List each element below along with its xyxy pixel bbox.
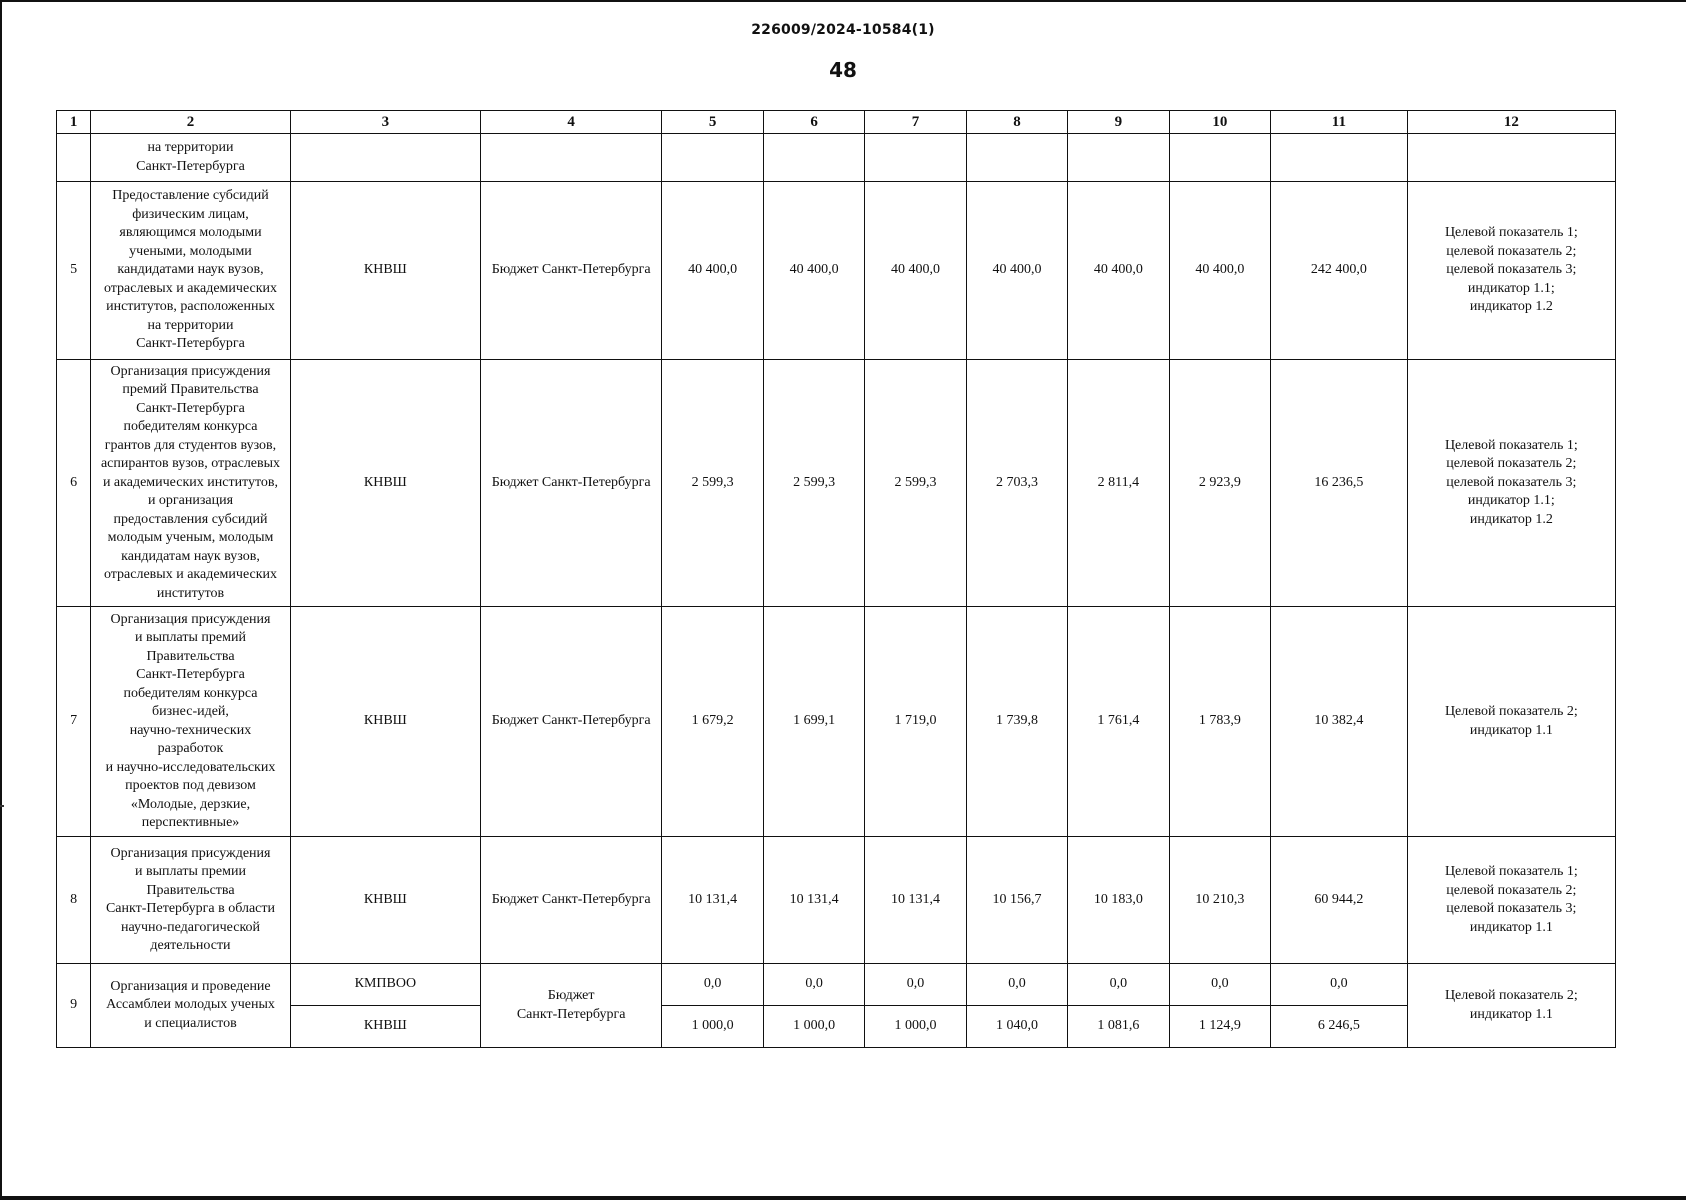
amount-col-6: 10 131,4	[763, 837, 864, 964]
amount-col-7: 2 599,3	[865, 360, 966, 607]
row-number	[57, 134, 91, 182]
amount-col-11	[1271, 134, 1408, 182]
column-header-12: 12	[1407, 111, 1615, 134]
table-row	[57, 607, 1616, 837]
executor: КНВШ	[290, 1006, 480, 1048]
page-frame-bottom	[0, 1196, 1686, 1200]
indicators: Целевой показатель 2; индикатор 1.1	[1407, 607, 1615, 837]
table-row	[57, 964, 1616, 1006]
table-row	[57, 360, 1616, 607]
activity-name: Организация присуждения премий Правительства Санкт-Петербурга победителям конкурса грантов для студентов вузов, аспирантов вузов, отраслевых и академических институтов, и организация предоставления субсидий молодым ученым, молодым кандидатам наук вузов, отраслевых и академических институтов	[91, 360, 291, 607]
table-row	[57, 837, 1616, 964]
amount-col-6	[763, 134, 864, 182]
amount-col-11: 60 944,2	[1271, 837, 1408, 964]
amount-col-8: 10 156,7	[966, 837, 1067, 964]
amount-col-7	[865, 134, 966, 182]
indicators	[1407, 134, 1615, 182]
amount-col-7: 40 400,0	[865, 182, 966, 360]
table-header-row	[57, 111, 1616, 134]
activity-name: Организация присуждения и выплаты премий Правительства Санкт-Петербурга победителям конкурса бизнес-идей, научно-технических разработок и научно-исследовательских проектов под девизом «Молодые, дерзкие, перспективные»	[91, 607, 291, 837]
amount-col-9: 40 400,0	[1068, 182, 1169, 360]
column-header-8: 8	[966, 111, 1067, 134]
column-header-11: 11	[1271, 111, 1408, 134]
table-row	[57, 134, 1616, 182]
document-number: 226009/2024-10584(1)	[751, 22, 935, 38]
amount-col-7: 10 131,4	[865, 837, 966, 964]
row-number: 9	[57, 964, 91, 1048]
page-number: 48	[829, 58, 857, 82]
page-frame-left	[0, 0, 2, 1200]
executor: КНВШ	[290, 607, 480, 837]
indicators: Целевой показатель 1; целевой показатель 2; целевой показатель 3; индикатор 1.1; индикатор 1.2	[1407, 182, 1615, 360]
row-number: 5	[57, 182, 91, 360]
executor: КНВШ	[290, 837, 480, 964]
amount-col-5: 0,0	[662, 964, 763, 1006]
amount-col-6: 2 599,3	[763, 360, 864, 607]
indicators: Целевой показатель 1; целевой показатель 2; целевой показатель 3; индикатор 1.1; индикатор 1.2	[1407, 360, 1615, 607]
row-number: 8	[57, 837, 91, 964]
column-header-2: 2	[91, 111, 291, 134]
executor: КНВШ	[290, 360, 480, 607]
executor: КНВШ	[290, 182, 480, 360]
column-header-6: 6	[763, 111, 864, 134]
amount-col-11: 242 400,0	[1271, 182, 1408, 360]
funding-source: Бюджет Санкт-Петербурга	[480, 360, 662, 607]
funding-source	[480, 134, 662, 182]
column-header-7: 7	[865, 111, 966, 134]
column-header-4: 4	[480, 111, 662, 134]
amount-col-7: 1 719,0	[865, 607, 966, 837]
funding-source: Бюджет Санкт-Петербурга	[480, 837, 662, 964]
table-row	[57, 182, 1616, 360]
table-body	[57, 134, 1616, 1048]
amount-col-6: 1 699,1	[763, 607, 864, 837]
amount-col-5: 40 400,0	[662, 182, 763, 360]
executor: КМПВОО	[290, 964, 480, 1006]
activity-name: Организация и проведение Ассамблеи молодых ученых и специалистов	[91, 964, 291, 1048]
amount-col-10: 40 400,0	[1169, 182, 1270, 360]
column-header-9: 9	[1068, 111, 1169, 134]
amount-col-9: 1 761,4	[1068, 607, 1169, 837]
amount-col-11: 0,0	[1271, 964, 1408, 1006]
column-header-3: 3	[290, 111, 480, 134]
amount-col-8	[966, 134, 1067, 182]
amount-col-10: 2 923,9	[1169, 360, 1270, 607]
amount-col-9: 1 081,6	[1068, 1006, 1169, 1048]
amount-col-10: 10 210,3	[1169, 837, 1270, 964]
amount-col-9: 10 183,0	[1068, 837, 1169, 964]
amount-col-5: 1 000,0	[662, 1006, 763, 1048]
amount-col-6: 1 000,0	[763, 1006, 864, 1048]
amount-col-8: 1 739,8	[966, 607, 1067, 837]
amount-col-5: 2 599,3	[662, 360, 763, 607]
indicators: Целевой показатель 2; индикатор 1.1	[1407, 964, 1615, 1048]
amount-col-9	[1068, 134, 1169, 182]
table-row	[57, 1006, 1616, 1048]
indicators: Целевой показатель 1; целевой показатель 2; целевой показатель 3; индикатор 1.1	[1407, 837, 1615, 964]
funding-source: Бюджет Санкт-Петербурга	[480, 964, 662, 1048]
amount-col-10: 1 124,9	[1169, 1006, 1270, 1048]
amount-col-10: 1 783,9	[1169, 607, 1270, 837]
activity-name: Организация присуждения и выплаты премии Правительства Санкт-Петербурга в области научно-педагогической деятельности	[91, 837, 291, 964]
amount-col-6: 0,0	[763, 964, 864, 1006]
amount-col-11: 10 382,4	[1271, 607, 1408, 837]
amount-col-8: 1 040,0	[966, 1006, 1067, 1048]
amount-col-7: 0,0	[865, 964, 966, 1006]
column-header-1: 1	[57, 111, 91, 134]
amount-col-8: 40 400,0	[966, 182, 1067, 360]
activity-name: на территории Санкт-Петербурга	[91, 134, 291, 182]
amount-col-9: 0,0	[1068, 964, 1169, 1006]
amount-col-6: 40 400,0	[763, 182, 864, 360]
funding-source: Бюджет Санкт-Петербурга	[480, 182, 662, 360]
amount-col-5: 1 679,2	[662, 607, 763, 837]
amount-col-8: 0,0	[966, 964, 1067, 1006]
funding-source: Бюджет Санкт-Петербурга	[480, 607, 662, 837]
amount-col-7: 1 000,0	[865, 1006, 966, 1048]
activity-name: Предоставление субсидий физическим лицам, являющимся молодыми учеными, молодыми кандидатами наук вузов, отраслевых и академических институтов, расположенных на территории Санкт-Петербурга	[91, 182, 291, 360]
page-frame-top	[0, 0, 1686, 2]
row-number: 6	[57, 360, 91, 607]
amount-col-5	[662, 134, 763, 182]
row-number: 7	[57, 607, 91, 837]
activities-table	[56, 110, 1616, 1048]
amount-col-9: 2 811,4	[1068, 360, 1169, 607]
amount-col-8: 2 703,3	[966, 360, 1067, 607]
edge-mark	[0, 805, 4, 807]
amount-col-5: 10 131,4	[662, 837, 763, 964]
amount-col-11: 6 246,5	[1271, 1006, 1408, 1048]
column-header-10: 10	[1169, 111, 1270, 134]
amount-col-10	[1169, 134, 1270, 182]
column-header-5: 5	[662, 111, 763, 134]
amount-col-10: 0,0	[1169, 964, 1270, 1006]
executor	[290, 134, 480, 182]
amount-col-11: 16 236,5	[1271, 360, 1408, 607]
